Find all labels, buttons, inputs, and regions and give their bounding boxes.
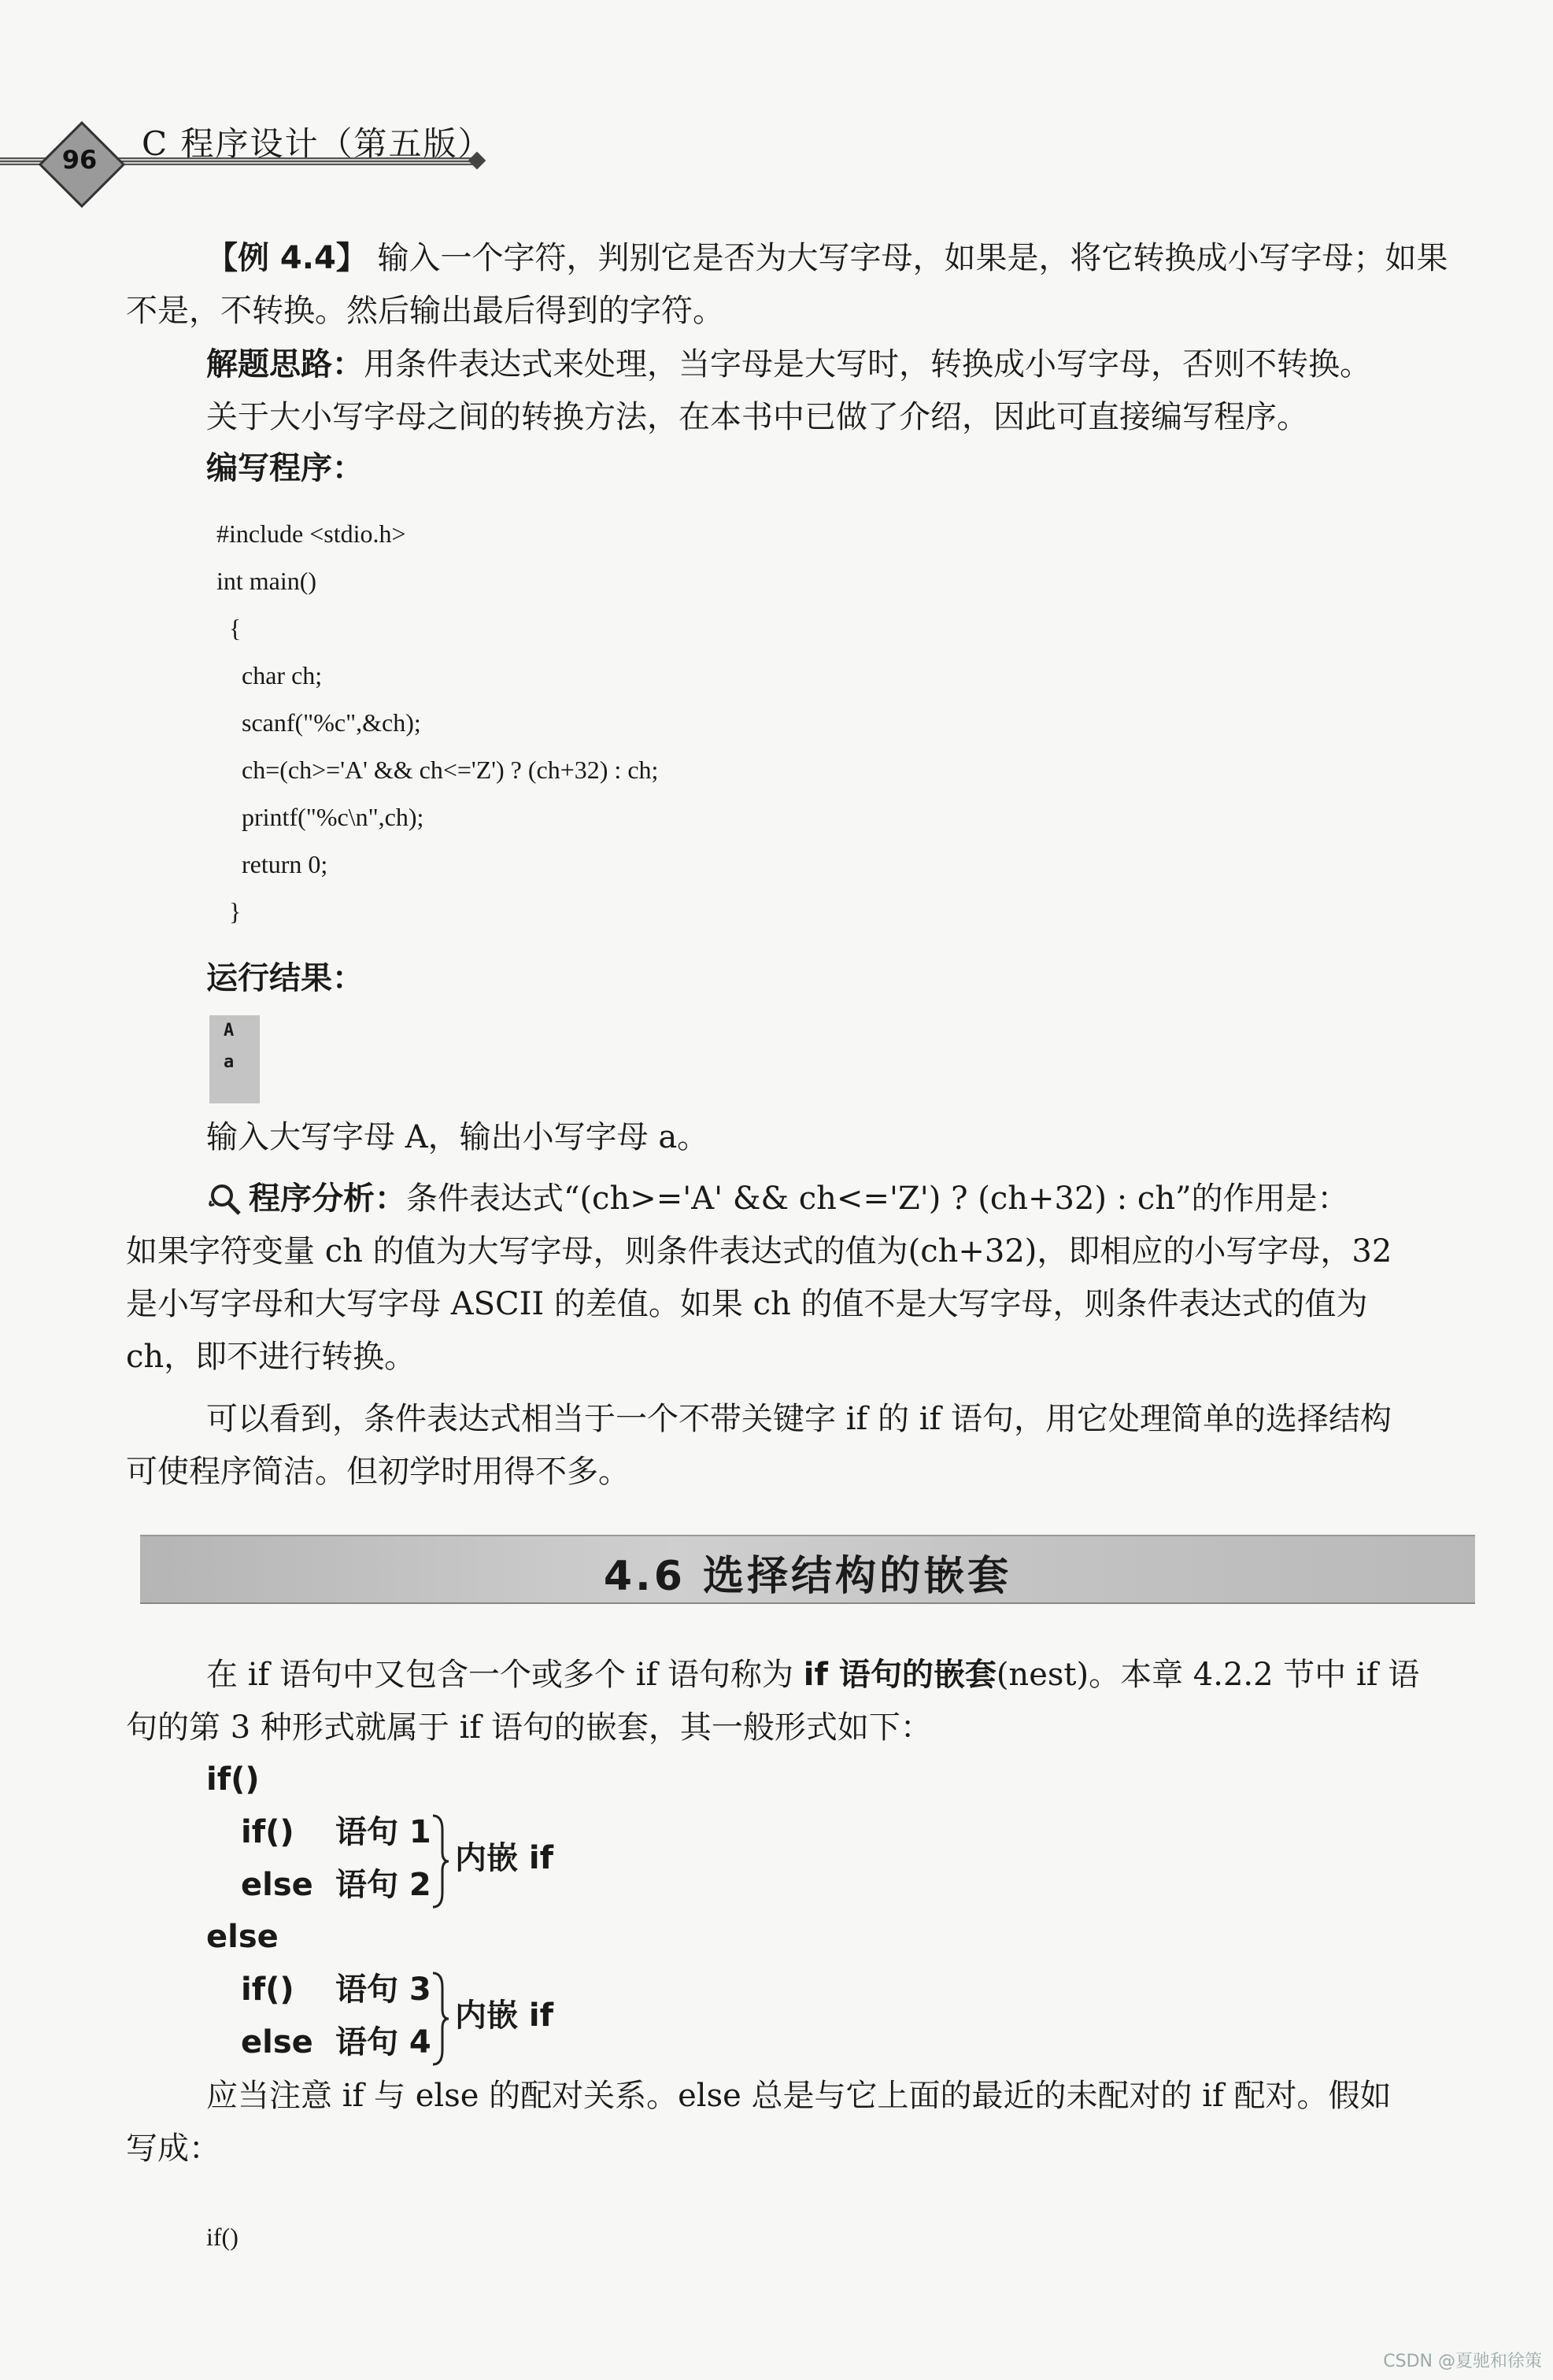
- nesting-term: if 语句的嵌套: [803, 1657, 997, 1693]
- watermark: CSDN @夏驰和徐策: [1383, 2352, 1542, 2371]
- statement-2: 语句 2: [335, 1867, 431, 1903]
- write-program-label: 编写程序：: [206, 450, 364, 486]
- idea-label: 解题思路：: [206, 346, 364, 382]
- idea-line-2: 关于大小写字母之间的转换方法，在本书中已做了介绍，因此可直接编写程序。: [206, 399, 1308, 435]
- code-line: int main(): [216, 567, 317, 595]
- statement-3: 语句 3: [335, 1972, 431, 2008]
- nested-if-label-2: 内嵌 if: [455, 1998, 554, 2034]
- book-title: C 程序设计（第五版）: [142, 124, 493, 163]
- code-line: }: [216, 897, 242, 926]
- code-line: printf("%c\n",ch);: [216, 803, 424, 831]
- example-line-2: 不是，不转换。然后输出最后得到的字符。: [126, 293, 724, 329]
- nesting-intro-a: 在 if 语句中又包含一个或多个 if 语句称为: [206, 1657, 804, 1693]
- code-line: ch=(ch>='A' && ch<='Z') ? (ch+32) : ch;: [216, 756, 659, 784]
- analysis-para2-line-1: 可以看到，条件表达式相当于一个不带关键字 if 的 if 语句，用它处理简单的选择结构: [206, 1401, 1392, 1437]
- statement-1: 语句 1: [335, 1814, 431, 1850]
- result-label: 运行结果：: [206, 960, 364, 996]
- nested-if-2: if(): [241, 1972, 294, 2008]
- output-line: a: [224, 1052, 235, 1072]
- nested-if-1: if(): [241, 1814, 294, 1850]
- nested-else-1: else: [241, 1867, 313, 1903]
- brace-2: [431, 1972, 450, 2066]
- analysis-text-1: 条件表达式“(ch>='A' && ch<='Z') ? (ch+32) : ch”的作用是：: [406, 1181, 1349, 1217]
- code-line: return 0;: [216, 850, 328, 878]
- note-line-1: 应当注意 if 与 else 的配对关系。else 总是与它上面的最近的未配对的 if 配对。假如: [206, 2078, 1392, 2114]
- note-line-2: 写成：: [126, 2131, 220, 2167]
- if-outer: if(): [206, 1761, 260, 1798]
- brace-1: [431, 1814, 450, 1909]
- nesting-intro-c: (nest)。本章 4.2.2 节中 if 语: [996, 1657, 1420, 1693]
- example-text-1: 输入一个字符，判别它是否为大写字母，如果是，将它转换成小写字母；如果: [377, 240, 1448, 276]
- analysis-line-4: ch，即不进行转换。: [126, 1339, 416, 1375]
- example-line-1: [206, 232, 1448, 285]
- page-number: 96: [61, 145, 98, 175]
- nested-else-2: else: [241, 2024, 313, 2060]
- code-line: #include <stdio.h>: [216, 519, 406, 548]
- analysis-line-3: 是小写字母和大写字母 ASCII 的差值。如果 ch 的值不是大写字母，则条件表达式的值为: [126, 1286, 1368, 1322]
- output-line: A: [224, 1021, 235, 1040]
- magnifier-icon: [206, 1181, 242, 1217]
- example-label: 【例 4.4】: [206, 240, 368, 276]
- nesting-intro-line-2: 句的第 3 种形式就属于 if 语句的嵌套，其一般形式如下：: [126, 1709, 932, 1746]
- analysis-line-2: 如果字符变量 ch 的值为大写字母，则条件表达式的值为(ch+32)，即相应的小写字母，32: [126, 1233, 1392, 1269]
- idea-text: 用条件表达式来处理，当字母是大写时，转换成小写字母，否则不转换。: [364, 346, 1371, 382]
- output-console: [209, 1015, 260, 1103]
- analysis-para2-line-2: 可使程序简洁。但初学时用得不多。: [126, 1454, 630, 1490]
- page-number-badge: [43, 126, 116, 198]
- result-caption: 输入大写字母 A，输出小写字母 a。: [206, 1119, 709, 1155]
- idea-line: [206, 338, 1371, 391]
- code-block: [216, 510, 658, 935]
- code-line: scanf("%c",&ch);: [216, 708, 421, 737]
- else-outer: else: [206, 1919, 279, 1955]
- analysis-label: 程序分析：: [249, 1181, 406, 1217]
- nesting-intro-line-1: [206, 1649, 1419, 1702]
- analysis-line-1: [249, 1173, 1349, 1225]
- section-title: 4.6 选择结构的嵌套: [603, 1553, 1012, 1600]
- statement-4: 语句 4: [335, 2024, 431, 2060]
- code-line: {: [216, 614, 242, 642]
- code-line: char ch;: [216, 661, 323, 689]
- nested-if-label-1: 内嵌 if: [455, 1840, 554, 1876]
- section-heading-bar: [140, 1535, 1475, 1604]
- last-code-line: if(): [206, 2223, 238, 2251]
